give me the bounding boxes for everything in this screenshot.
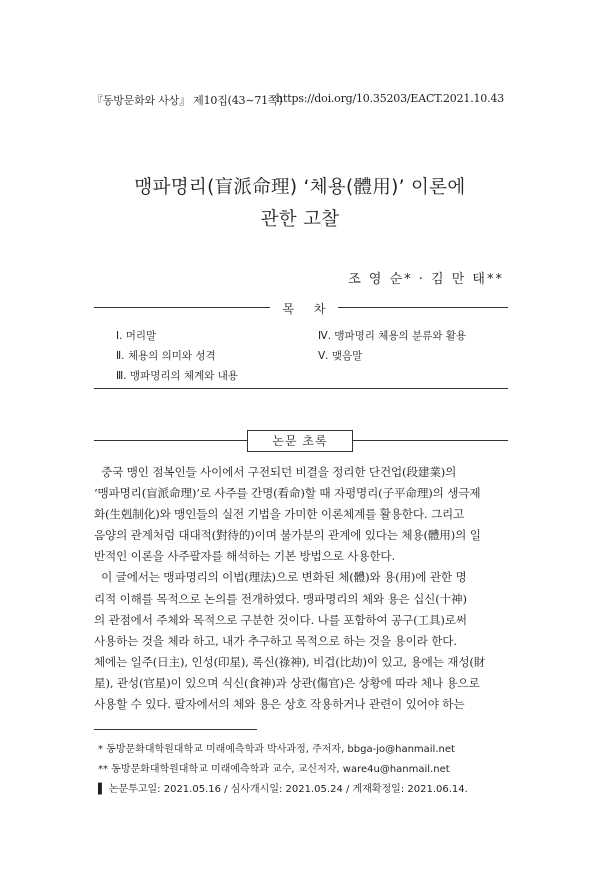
abstract-line: 중국 맹인 점복인들 사이에서 구전되던 비결을 정리한 단건업(段建業)의 [94, 465, 457, 479]
abstract-line: 체에는 일주(日主), 인성(印星), 록신(祿神), 비겁(比劫)이 있고, 용에는 재성(財 [94, 654, 486, 669]
footnote-author-2: ** 동방문화대학원대학교 미래예측학과 교수, 교신저자, ware4u@hanmail.net [98, 764, 450, 775]
abstract-body [94, 462, 508, 715]
abstract-line: 반적인 이론을 사주팔자를 해석하는 기본 방법으로 사용한다. [94, 549, 395, 564]
abstract-line: 사용할 수 있다. 팔자에서의 체와 용은 상호 작용하거나 관련이 있어야 하는 [94, 697, 465, 712]
abstract-line: ‘맹파명리(盲派命理)’로 사주를 간명(看命)할 때 자평명리(子平命理)의 생극제 [94, 486, 481, 501]
abstract-line: 화(生剋制化)와 맹인들의 실전 기법을 가미한 이론체계를 활용한다. 그리고 [94, 507, 465, 522]
toc-item: Ⅰ. 머리말 [116, 330, 157, 342]
abstract-line: 음양의 관계처럼 대대적(對待的)이며 불가분의 관계에 있다는 체용(體用)의 일 [94, 528, 481, 543]
abstract-line: 이 글에서는 맹파명리의 이법(理法)으로 변화된 체(體)와 용(用)에 관한 명 [94, 570, 467, 585]
doi-link[interactable]: https://doi.org/10.35203/EACT.2021.10.43 [276, 92, 504, 105]
paper-title-line-1: 맹파명리(盲派命理) ‘체용(體用)’ 이론에 [134, 177, 466, 198]
journal-citation: 『동방문화와 사상』 제10집(43∼71쪽) [92, 94, 283, 107]
abstract-line: 星), 관성(官星)이 있으며 식신(食神)과 상관(傷官)은 상황에 따라 체나 용으로 [94, 675, 480, 690]
toc-item: Ⅴ. 맺음말 [318, 350, 363, 362]
toc-heading: 목 차 [270, 300, 338, 317]
toc-item: Ⅲ. 맹파명리의 체계와 내용 [116, 370, 239, 382]
abstract-line: 사용하는 것을 체라 하고, 내가 추구하고 목적으로 하는 것을 용이라 한다. [94, 633, 457, 648]
paper-title-line-2: 관한 고찰 [260, 209, 340, 230]
toc-item: Ⅳ. 맹파명리 체용의 분류와 활용 [318, 330, 467, 342]
author-list: 조 영 순* · 김 만 태** [348, 272, 504, 287]
footnote-rule [94, 729, 257, 730]
footnote-author-1: * 동방문화대학원대학교 미래예측학과 박사과정, 주저자, bbga-jo@hanmail.net [98, 744, 455, 755]
divider [353, 440, 508, 441]
divider [94, 440, 247, 441]
abstract-line: 의 관점에서 주체와 목적으로 구분한 것이다. 나를 포함하여 공구(工具)로써 [94, 612, 467, 627]
abstract-line: 리적 이해를 목적으로 논의를 전개하였다. 맹파명리의 체와 용은 십신(十神) [94, 591, 467, 606]
abstract-heading: 논문 초록 [247, 430, 353, 452]
footnote-dates: ▌ 논문투고일: 2021.05.16 / 심사개시일: 2021.05.24 / 게재확정일: 2021.06.14. [98, 784, 468, 795]
toc-item: Ⅱ. 체용의 의미와 성격 [116, 350, 216, 362]
